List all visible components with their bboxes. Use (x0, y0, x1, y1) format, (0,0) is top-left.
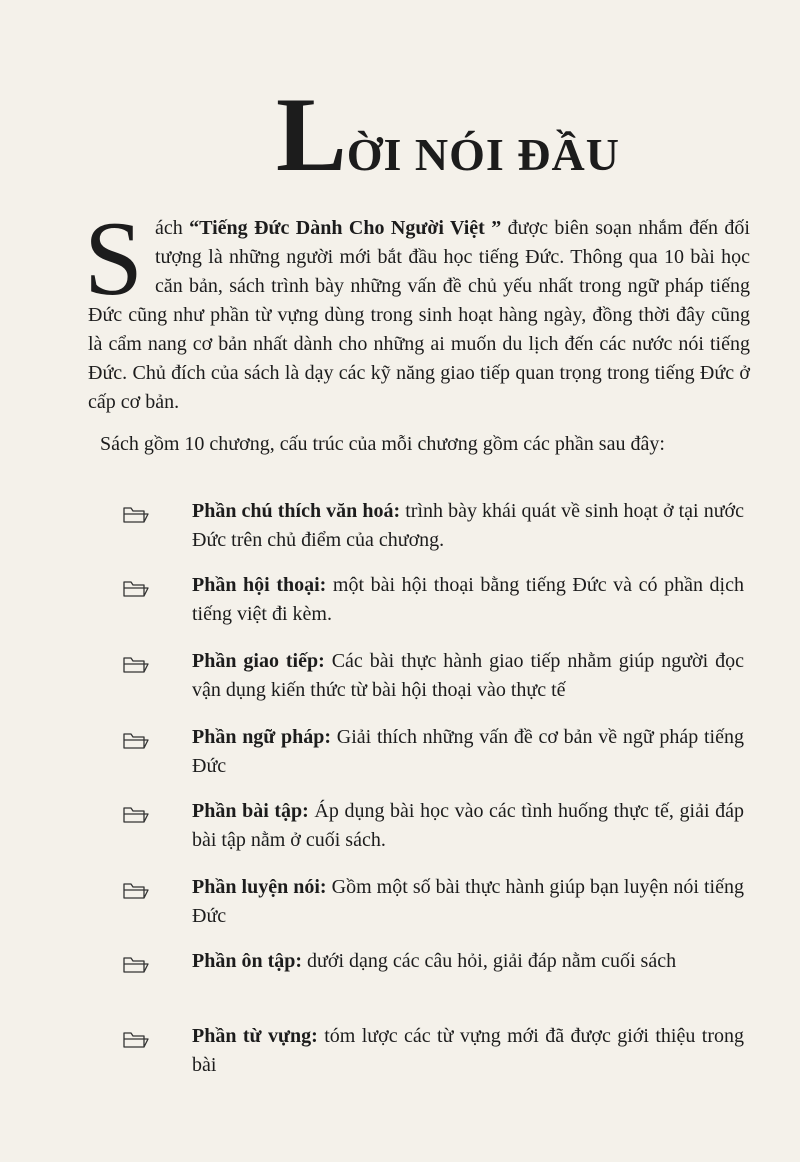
folder-icon (122, 503, 150, 525)
list-item-description: dưới dạng các câu hỏi, giải đáp nằm cuối sách (302, 950, 677, 972)
list-item-text (192, 797, 744, 855)
list-item-text (192, 1022, 744, 1080)
list-item-text (192, 723, 744, 781)
list-item-label: Phần ôn tập: (192, 950, 303, 972)
folder-icon (122, 879, 150, 901)
title-rest: ỜI NÓI ĐẦU (346, 129, 620, 180)
list-item-label: Phần hội thoại: (192, 574, 327, 596)
folder-icon (122, 729, 150, 751)
folder-icon (122, 803, 150, 825)
list-item-description: trình bày khái quát về sinh hoạt ở tại nước Đức trên chủ điểm của chương. (192, 500, 744, 551)
list-item-text (192, 647, 744, 705)
structure-paragraph: Sách gồm 10 chương, cấu trúc của mỗi chương gồm các phần sau đây: (100, 433, 665, 455)
list-item-description: Các bài thực hành giao tiếp nhằm giúp người đọc vận dụng kiến thức từ bài hội thoại vào thực tế (192, 650, 744, 701)
list-item-label: Phần chú thích văn hoá: (192, 500, 401, 522)
list-item-text (192, 571, 744, 629)
drop-cap: S (84, 200, 143, 317)
list-item-description: một bài hội thoại bằng tiếng Đức và có phần dịch tiếng việt đi kèm. (192, 574, 744, 625)
list-item-text (192, 497, 744, 555)
list-item-text (192, 947, 744, 976)
list-item-description: tóm lược các từ vựng mới đã được giới thiệu trong bài (192, 1025, 744, 1076)
folder-icon (122, 1028, 150, 1050)
list-item-description: Áp dụng bài học vào các tình huống thực tế, giải đáp bài tập nằm ở cuối sách. (192, 800, 744, 851)
page-title (276, 76, 620, 193)
intro-paragraph (84, 200, 750, 417)
list-item-text (192, 873, 744, 931)
list-item-label: Phần bài tập: (192, 800, 309, 822)
list-item-label: Phần từ vựng: (192, 1025, 318, 1047)
intro-prefix: ách (154, 217, 190, 239)
list-item-description: Gồm một số bài thực hành giúp bạn luyện nói tiếng Đức (192, 876, 744, 927)
list-item-label: Phần giao tiếp: (192, 650, 325, 672)
folder-icon (122, 653, 150, 675)
list-item-label: Phần ngữ pháp: (192, 726, 332, 748)
list-item-description: Giải thích những vấn đề cơ bản về ngữ pháp tiếng Đức (192, 726, 744, 777)
folder-icon (122, 577, 150, 599)
intro-text: được biên soạn nhắm đến đối tượng là những người mới bắt đầu học tiếng Đức. Thông qua 10 bài học căn bản, sách trình bày những vấn đề chủ yếu nhất trong ngữ pháp tiếng Đức cũng như phần từ vựng dùng trong sinh hoạt hàng ngày, đồng thời đây cũng là cẩm nang cơ bản nhất dành cho những ai muốn du lịch đến các nước nói tiếng Đức. Chủ đích của sách là dạy các kỹ năng giao tiếp quan trọng trong tiếng Đức ở cấp cơ bản. (88, 217, 750, 413)
title-initial: L (276, 76, 345, 193)
book-title: “Tiếng Đức Dành Cho Người Việt ” (189, 217, 502, 239)
folder-icon (122, 953, 150, 975)
list-item-label: Phần luyện nói: (192, 876, 327, 898)
